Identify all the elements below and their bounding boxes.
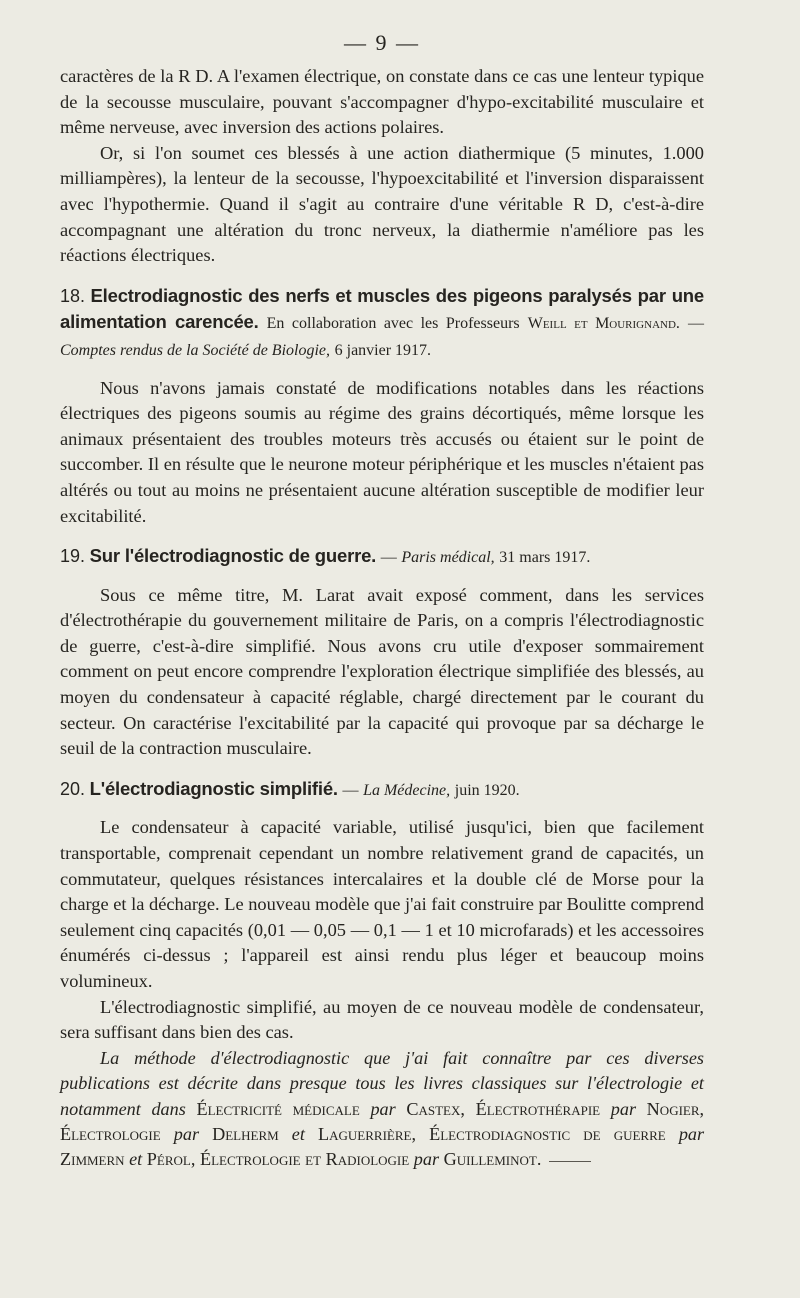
- end-rule: [549, 1161, 591, 1162]
- author-name: Pérol,: [146, 1149, 196, 1170]
- entry-body: Le condensateur à capacité variable, utilisé jusqu'ici, bien que facilement transportable, comprenait cependant un nombre relativement grand de capacités, un commutateur, quelques résistances intercalaires et la double clé de Morse pour la charge et la décharge. Le nouveau modèle que j'ai fait construire par Boulitte comprend seulement cinq capacités (0,01 — 0,05 — 0,1 — 1 et 10 microfarads) et les accessoires énumérés ci-dessus ; l'appareil est ainsi rendu plus léger et beaucoup moins volumineux.: [60, 817, 705, 991]
- entry-title: Sur l'électrodiagnostic de guerre.: [89, 545, 377, 567]
- entry-journal: Paris médical,: [401, 549, 495, 567]
- closing-text: par: [413, 1149, 440, 1170]
- book-title: Électricité médicale: [196, 1098, 360, 1119]
- entry-number: 19.: [60, 546, 86, 567]
- entry-number: 18.: [60, 285, 86, 306]
- book-title: Électrologie: [60, 1124, 161, 1144]
- entry-journal: La Médecine,: [363, 781, 451, 799]
- entry-date: 6 janvier 1917.: [334, 341, 432, 359]
- bibliography-entry-18: [60, 283, 704, 529]
- entry-date: juin 1920.: [454, 781, 520, 799]
- author-name: Castex,: [406, 1098, 465, 1119]
- entry-body: Sous ce même titre, M. Larat avait exposé comment, dans les services d'électrothérapie du gouvernement militaire de Paris, on a compris l'électrodiagnostic de guerre, c'est-à-dire simplifié. Nous avons cru utile d'exposer sommairement comment on peut encore comprendre l'exploration électrique simplifiée des blessés, au moyen du condensateur à capacité réglable, chargé directement par le courant du secteur. On caractérise l'excitabilité par la capacité qui provoque par sa décharge le seuil de la contraction musculaire.: [60, 584, 704, 759]
- author-name: Guilleminot.: [443, 1149, 542, 1170]
- closing-text: par: [370, 1098, 396, 1119]
- entry-journal: Comptes rendus de la Société de Biologie,: [60, 341, 331, 359]
- bibliography-entry-19: [60, 543, 704, 762]
- entry-collaborators: Weill et Mourignand.: [527, 315, 680, 333]
- entry-heading: [60, 776, 704, 804]
- author-name: Zimmern: [60, 1149, 125, 1170]
- author-name: Laguerrière,: [318, 1124, 417, 1144]
- book-title: Électrodiagnostic de guerre: [429, 1124, 666, 1144]
- closing-text: par: [610, 1098, 637, 1119]
- closing-text: et: [129, 1149, 143, 1170]
- closing-text: par: [678, 1124, 705, 1144]
- entry-heading: [60, 283, 704, 364]
- entry-dash: —: [342, 781, 359, 799]
- entry-dash: —: [380, 549, 397, 567]
- closing-text: La méthode d'électrodiagnostic que j'ai fait connaître par ces diverses publications est décrite dans presque tous les livres classiques sur l'électrologie et notamment dans: [60, 1047, 704, 1119]
- entry-number: 20.: [60, 778, 86, 799]
- book-title: Électrologie et Radiologie: [199, 1149, 410, 1170]
- entry-collaboration: En collaboration avec les Professeurs: [266, 315, 520, 333]
- author-name: Delherm: [212, 1124, 279, 1144]
- entry-title: L'électrodiagnostic simplifié.: [89, 777, 338, 799]
- author-name: Nogier,: [646, 1098, 705, 1119]
- closing-text: et: [291, 1124, 305, 1144]
- entry-body: Nous n'avons jamais constaté de modifications notables dans les réactions électriques des pigeons soumis au régime des grains décortiqués, même lorsque les animaux présentaient des troubles moteurs très accusés ou étaient sur le point de succomber. Il en résulte que le neurone moteur périphérique et les muscles n'étaient pas altérés ou tout au moins ne présentaient aucune altération susceptible de modifier leur excitabilité.: [60, 377, 704, 526]
- intro-paragraph-1: caractères de la R D. A l'examen électrique, on constate dans ce cas une lenteur typique de la secousse musculaire, pouvant s'accompagner d'hypo-excitabilité musculaire et même nerveuse, avec inversion des actions polaires.: [60, 66, 704, 138]
- closing-text: par: [173, 1124, 200, 1144]
- entry-dash: —: [688, 315, 704, 333]
- entry-body-2: L'électrodiagnostic simplifié, au moyen de ce nouveau modèle de condensateur, sera suffisant dans bien des cas.: [60, 996, 704, 1043]
- entry-heading: [60, 543, 704, 571]
- page-number: — 9 —: [344, 30, 420, 55]
- closing-paragraph: [60, 1046, 704, 1173]
- entry-date: 31 mars 1917.: [499, 549, 591, 567]
- bibliography-entry-20: [60, 776, 704, 1046]
- book-title: Électrothérapie: [475, 1098, 601, 1119]
- intro-paragraph-2: Or, si l'on soumet ces blessés à une action diathermique (5 minutes, 1.000 milliampères), la lenteur de la secousse, l'hypoexcitabilité et l'inversion disparaissent avec l'hypothermie. Quand il s'agit au contraire d'une véritable R D, c'est-à-dire accompagnant une altération du tronc nerveux, la diathermie n'améliore pas les réactions électriques.: [60, 142, 704, 266]
- entry-title: Electrodiagnostic des nerfs et muscles des pigeons paralysés par une alimentation carencée.: [60, 284, 704, 333]
